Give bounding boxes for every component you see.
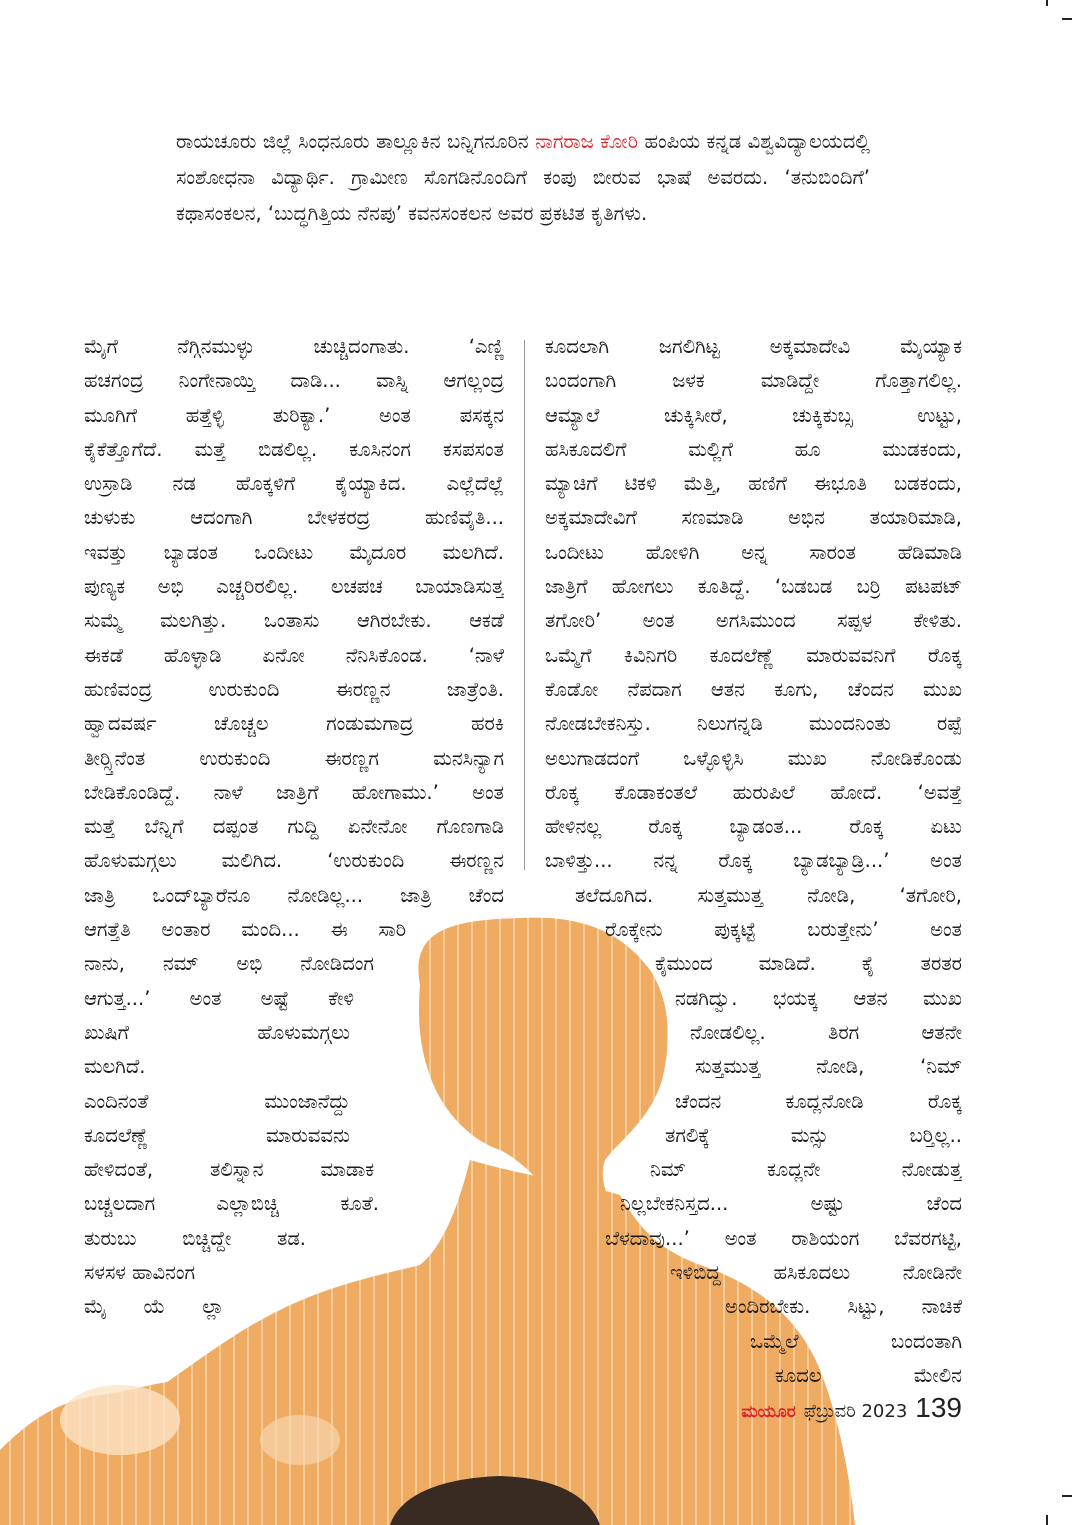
text-line: ಆಗತ್ತೆತಿ ಅಂತಾರ ಮಂದಿ... ಈ ಸಾರಿ: [84, 918, 406, 942]
bio-line-2: ಹಂಪಿಯ ಕನ್ನಡ ವಿಶ್ವವಿದ್ಯಾಲಯದಲ್ಲಿ ಸಂಶೋಧನಾ ವಿದ್ಯಾರ್ಥಿ. ಗ್ರಾಮೀಣ: [176, 130, 871, 189]
text-line: ಒಮ್ಮೆಲೆ ಬಂದಂತಾಗಿ: [750, 1329, 962, 1353]
text-line: ಮ್ಯಾಚಿಗೆ ಟಿಕಳಿ ಮೆತ್ತಿ, ಹಣಿಗೆ ಈಭೂತಿ ಬಡಕಂದು,: [545, 472, 962, 496]
text-line: ಅಂದಿರಬೇಕು. ಸಿಟ್ಟು, ನಾಚಿಕೆ: [725, 1295, 962, 1319]
author-bio: [176, 124, 870, 232]
crop-mark-bottom-right: [1046, 1515, 1048, 1525]
page-number: 139: [915, 1392, 962, 1423]
text-line: ಚುಳುಕು ಆದಂಗಾಗಿ ಬೇಳಕರದ್ರ ಹುಣಿವೈತಿ...: [84, 506, 504, 530]
text-line: ಬೇಡಿಕೊಂಡಿದ್ದೆ. ನಾಳೆ ಜಾತ್ರಿಗೆ ಹೋಗಾಮು.’ ಅಂತ: [84, 780, 504, 804]
text-line: ಎಂದಿನಂತೆ ಮುಂಜಾನೆದ್ದು: [84, 1089, 350, 1113]
text-line: ನಿಮ್ ಕೂದ್ಲನೇ ನೋಡುತ್ತ: [650, 1158, 962, 1182]
bio-line-1: ರಾಯಚೂರು ಜಿಲ್ಲೆ ಸಿಂಧನೂರು ತಾಲ್ಲೂಕಿನ ಬನ್ನಿಗನೂರಿನ: [176, 130, 529, 153]
author-name: ನಾಗರಾಜ ಕೋರಿ: [535, 130, 639, 153]
text-line: ತಗಲಿಕ್ಕೆ ಮನ್ಸು ಬರ್‍ತಿಲ್ಲ..: [665, 1123, 962, 1147]
text-line: ಹಸಿಕೂದಲಿಗೆ ಮಲ್ಲಿಗೆ ಹೂ ಮುಡಕಂದು,: [545, 437, 962, 461]
story-column-left: [84, 330, 504, 1325]
bio-line-4: ‘ಬುದ್ಧಗಿತ್ತಿಯ ನೆನಪು’ ಕವನಸಂಕಲನ ಅವರ ಪ್ರಕಟಿತ ಕೃತಿಗಳು.: [267, 202, 648, 225]
column-divider: [524, 340, 525, 870]
crop-mark-top-right: [1046, 0, 1048, 6]
text-line: ಮೂಗಿಗೆ ಹತ್ತೆಳ್ಳಿ ತುರಿಕ್ಯಾ.’ ಅಂತ ಪಸಕ್ಕನ: [84, 403, 504, 427]
text-line: ಮೈಗೆ ನೆಗ್ಗಿನಮುಳ್ಳು ಚುಚ್ಚಿದಂಗಾತು. ‘ಎಣ್ಣಿ: [84, 335, 504, 358]
text-line: ಚೆಂದನ ಕೂದ್ಲನೋಡಿ ರೊಕ್ಕ: [675, 1089, 962, 1113]
page-footer: [742, 1392, 963, 1432]
text-line: ಒಮ್ಮೆಗೆ ಕಿವಿನಿಗರಿ ಕೂದಲೆಣ್ಣೆ ಮಾರುವವನಿಗೆ ರೊಕ್ಕ: [545, 643, 962, 667]
text-line: ಕೂದಲ ಮೇಲಿನ: [775, 1363, 962, 1387]
text-line: ಹಚಗಂದ್ರ ನಿಂಗೇನಾಯ್ತಿ ದಾಡಿ... ವಾಸ್ನಿ ಆಗಲ್ಲಂದ್ರ: [84, 369, 504, 393]
issue-date: ಫೆಬ್ರುವರಿ 2023: [803, 1401, 908, 1422]
text-line: ರೊಕ್ಕ ಕೊಡಾಕಂತಲೆ ಹುರುಪಿಲೆ ಹೋದೆ. ‘ಅವತ್ತೆ: [545, 780, 962, 804]
text-line: ಅಕ್ಕಮಾದೇವಿಗೆ ಸಣಮಾಡಿ ಅಭಿನ ತಯಾರಿಮಾಡಿ,: [545, 506, 962, 530]
text-line: ಕೂದಲಾಗಿ ಜಗಲಿಗಿಟ್ಟ ಅಕ್ಕಮಾದೇವಿ ಮೈಯ್ಯಾಕ: [545, 335, 962, 358]
text-line: ಆಗುತ್ತ...’ ಅಂತ ಅಷ್ಟೆ ಕೇಳಿ: [84, 986, 354, 1010]
text-line: ತಲೆದೂಗಿದ. ಸುತ್ತಮುತ್ತ ನೋಡಿ, ‘ತಗೋರಿ,: [575, 883, 962, 907]
text-line: ಮೈ ಯೆ ಲ್ಲಾ: [84, 1295, 224, 1319]
text-line: ಈಕಡೆ ಹೊಳ್ಳಾಡಿ ಏನೋ ನೆನಿಸಿಕೊಂಡ. ‘ನಾಳೆ: [84, 643, 504, 667]
bio-line-3: ಸೊಗಡಿನೊಂದಿಗೆ ಕಂಪು ಬೀರುವ ಭಾಷೆ ಅವರದು. ‘ತನುಬಿಂದಿಗೆ’ ಕಥಾಸಂಕಲನ,: [176, 166, 870, 225]
text-line: ಆಮ್ಯಾಲೆ ಚುಕ್ಕಿಸೀರೆ, ಚುಕ್ಕಿಕುಬ್ಸ ಉಟ್ಟು,: [545, 403, 962, 427]
text-line: ತಗೋರಿ’ ಅಂತ ಅಗಸಿಮುಂದ ಸಪ್ಪಳ ಕೇಳಿತು.: [545, 609, 962, 633]
text-line: ಬಾಳಿತ್ತು... ನನ್ನ ರೊಕ್ಕ ಬ್ಯಾಡಬ್ಯಾಡ್ರಿ...’ ಅಂತ: [545, 849, 962, 873]
text-line: ನೋಡಬೇಕನಿಸ್ತು. ನಿಲುಗನ್ನಡಿ ಮುಂದನಿಂತು ರಪ್ಪೆ: [545, 712, 962, 736]
text-line: ಮತ್ತೆ ಬೆನ್ನಿಗೆ ದಪ್ಪಂತ ಗುದ್ದಿ ಏನೇನೋ ಗೊಣಗಾಡಿ: [84, 815, 504, 839]
text-line: ಕೂದಲೆಣ್ಣೆ ಮಾರುವವನು: [84, 1123, 350, 1147]
text-line: ನಿಲ್ಲಬೇಕನಿಸ್ತದ... ಅಷ್ಟು ಚೆಂದ: [620, 1192, 962, 1216]
text-line: ಹುಣಿವಂದ್ರ ಉರುಕುಂದಿ ಈರಣ್ಣನ ಜಾತ್ರೆಂತಿ.: [84, 677, 504, 701]
text-line: ಜಾತ್ರಿಗೆ ಹೋಗಲು ಕೂತಿದ್ದೆ. ‘ಬಡಬಡ ಬರ್ರಿ ಪಟಪಟ್: [545, 575, 962, 599]
text-line: ಸಳಸಳ ಹಾವಿನಂಗ: [84, 1261, 196, 1285]
text-line: ಸುಮ್ಮೆ ಮಲಗಿತ್ತು. ಒಂತಾಸು ಆಗಿರಬೇಕು. ಆಕಡೆ: [84, 609, 504, 633]
text-line: ಬಂದಂಗಾಗಿ ಜಳಕ ಮಾಡಿದ್ದೇ ಗೊತ್ತಾಗಲಿಲ್ಲ.: [545, 369, 962, 393]
text-line: ಅಲುಗಾಡದಂಗೆ ಒಳ್ಳೊಳ್ಳಿಸಿ ಮುಖ ನೋಡಿಕೊಂಡು: [545, 746, 962, 770]
text-line: ಖುಷಿಗೆ ಹೊಳುಮಗ್ಗಲು: [84, 1020, 350, 1044]
text-line: ಮಲಗಿದೆ.: [84, 1055, 146, 1079]
text-line: ತೀರ್‍ಸ್ತಿನೆಂತ ಉರುಕುಂದಿ ಈರಣ್ಣಗ ಮನಸಿನ್ಯಾಗ: [84, 746, 504, 770]
text-line: ಇಳಿಬಿದ್ದ ಹಸಿಕೂದಲು ನೋಡಿನೇ: [670, 1261, 962, 1285]
crop-mark-right-lower: [1062, 1495, 1072, 1497]
text-line: ಇವತ್ತು ಬ್ಯಾಡಂತ ಒಂದೀಟು ಮೈದೂರ ಮಲಗಿದೆ.: [84, 540, 504, 564]
text-line: ಒಂದೀಟು ಹೋಳಿಗಿ ಅನ್ನ ಸಾರಂತ ಹೆಡಿಮಾಡಿ: [545, 540, 962, 564]
text-line: ರೊಕ್ಕೇನು ಪುಕ್ಕಟ್ಟೆ ಬರುತ್ತೇನು’ ಅಂತ: [605, 918, 962, 942]
text-line: ಹ್ವಾದವರ್ಷ ಚೊಚ್ಚಲ ಗಂಡುಮಗಾದ್ರ ಹರಕಿ: [84, 712, 504, 736]
crop-mark-right-upper: [1062, 18, 1072, 20]
text-line: ಜಾತ್ರಿ ಒಂದ್‌ಬ್ಯಾರೆನೂ ನೋಡಿಲ್ಲ... ಜಾತ್ರಿ ಚೆಂದ: [84, 883, 504, 907]
text-line: ಹೇಳಿನಲ್ಲ ರೊಕ್ಕ ಬ್ಯಾಡಂತ... ರೊಕ್ಕ ಏಟು: [545, 815, 962, 839]
text-line: ಪುಣ್ಯಕ ಅಭಿ ಎಚ್ಚರಿರಲಿಲ್ಲ. ಲಚಪಚ ಬಾಯಾಡಿಸುತ್ತ: [84, 575, 504, 599]
text-line: ಕೈಕೆತ್ತೊಗೆದೆ. ಮತ್ತೆ ಬಿಡಲಿಲ್ಲ. ಕೂಸಿನಂಗ ಕಸಪಸಂತ: [84, 437, 504, 461]
text-line: ಸುತ್ತಮುತ್ತ ನೋಡಿ, ‘ನಿಮ್: [695, 1055, 962, 1079]
text-line: ಬಚ್ಚಲದಾಗ ಎಲ್ಲಾಬಿಚ್ಚಿ ಕೂತೆ.: [84, 1192, 379, 1216]
magazine-logo: ಮಯೂರ: [741, 1402, 796, 1422]
text-line: ಹೇಳಿದಂತೆ, ತಲಿಸ್ನಾನ ಮಾಡಾಕ: [84, 1158, 374, 1182]
story-column-right: [545, 330, 962, 1393]
text-line: ಕೈಮುಂದ ಮಾಡಿದೆ. ಕೈ ತರತರ: [655, 952, 962, 976]
text-line: ಕೊಡೋ ನೆಪದಾಗ ಆತನ ಕೂಗು, ಚೆಂದನ ಮುಖ: [545, 677, 962, 701]
text-line: ನಡಗಿದ್ವು. ಭಯಕ್ಕ ಆತನ ಮುಖ: [675, 986, 962, 1010]
text-line: ಹೊಳುಮಗ್ಗಲು ಮಲಿಗಿದ. ‘ಉರುಕುಂದಿ ಈರಣ್ಣನ: [84, 849, 504, 873]
text-line: ಉಸ್ರಾಡಿ ನಡ ಹೊಕ್ಕಳಿಗೆ ಕೈಯ್ಯಾಕಿದ. ಎಲ್ಲೆದೆಲ್ಲೆ: [84, 472, 504, 496]
text-line: ಬೆಳದಾವು...’ ಅಂತ ರಾಶಿಯಂಗ ಬೆವರಗಟ್ಟಿ,: [605, 1226, 962, 1250]
text-line: ತುರುಬು ಬಿಚ್ಚಿದ್ದೇ ತಡ.: [84, 1226, 306, 1250]
text-line: ನಾನು, ನಮ್ ಅಭಿ ನೋಡಿದಂಗ: [84, 952, 374, 976]
text-line: ನೋಡಲಿಲ್ಲ. ತಿರಗ ಆತನೇ: [690, 1020, 962, 1044]
